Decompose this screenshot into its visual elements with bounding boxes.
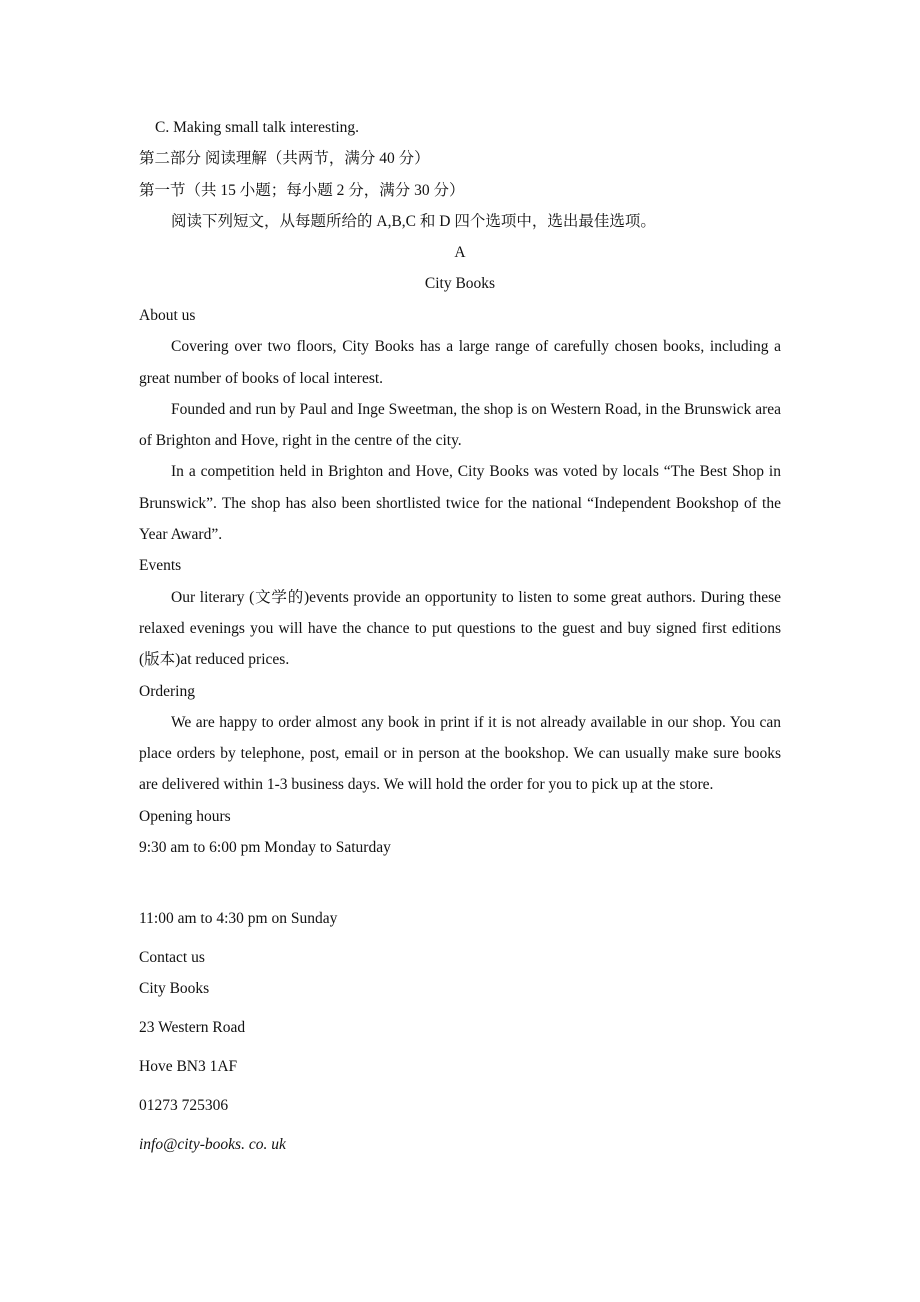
- ordering-heading: Ordering: [139, 682, 195, 700]
- passage-letter: A: [454, 244, 466, 262]
- instruction: 阅读下列短文，从每题所给的 A,B,C 和 D 四个选项中，选出最佳选项。: [171, 212, 656, 230]
- contact-email: info@city-books. co. uk: [139, 1136, 286, 1154]
- events-paragraph: Our literary (文学的)events provide an opportunity to listen to some great authors. During these relaxed evenings you will have the chance to put questions to the guest and buy signed first editions (版本)at reduced prices.: [139, 588, 781, 669]
- section-heading: 第一节（共 15 小题；每小题 2 分，满分 30 分）: [139, 181, 465, 199]
- contact-phone: 01273 725306: [139, 1097, 229, 1115]
- about-paragraph: Founded and run by Paul and Inge Sweetman, the shop is on Western Road, in the Brunswick area of Brighton and Hove, right in the centre of the city.: [139, 400, 781, 450]
- contact-street: 23 Western Road: [139, 1019, 246, 1037]
- contact-heading: Contact us: [139, 949, 205, 966]
- part-heading: 第二部分 阅读理解（共两节，满分 40 分）: [139, 150, 430, 168]
- hours-weekday: 9:30 am to 6:00 pm Monday to Saturday: [139, 839, 391, 857]
- previous-option: C. Making small talk interesting.: [155, 119, 360, 136]
- contact-section: [139, 899, 781, 1164]
- hours-heading: Opening hours: [139, 807, 231, 825]
- passage-title: City Books: [424, 275, 496, 293]
- about-section: [139, 300, 781, 863]
- events-heading: Events: [139, 557, 182, 575]
- ordering-paragraph: We are happy to order almost any book in print if it is not already available in our shop. You can place orders by telephone, post, email or in person at the bookshop. We can usually make sure books are delivered within 1-3 business days. We will hold the order for you to pick up at the store.: [139, 713, 781, 794]
- about-paragraph: In a competition held in Brighton and Hove, City Books was voted by locals “The Best Shop in Brunswick”. The shop has also been shortlisted twice for the national “Independent Bookshop of the Year Award”.: [139, 463, 781, 544]
- about-heading: About us: [139, 307, 196, 324]
- about-paragraph: Covering over two floors, City Books has a large range of carefully chosen books, including a great number of books of local interest.: [139, 338, 781, 387]
- hours-sunday: 11:00 am to 4:30 pm on Sunday: [139, 910, 338, 927]
- question-header: [139, 112, 781, 300]
- contact-name: City Books: [139, 980, 210, 997]
- contact-postcode: Hove BN3 1AF: [139, 1058, 238, 1076]
